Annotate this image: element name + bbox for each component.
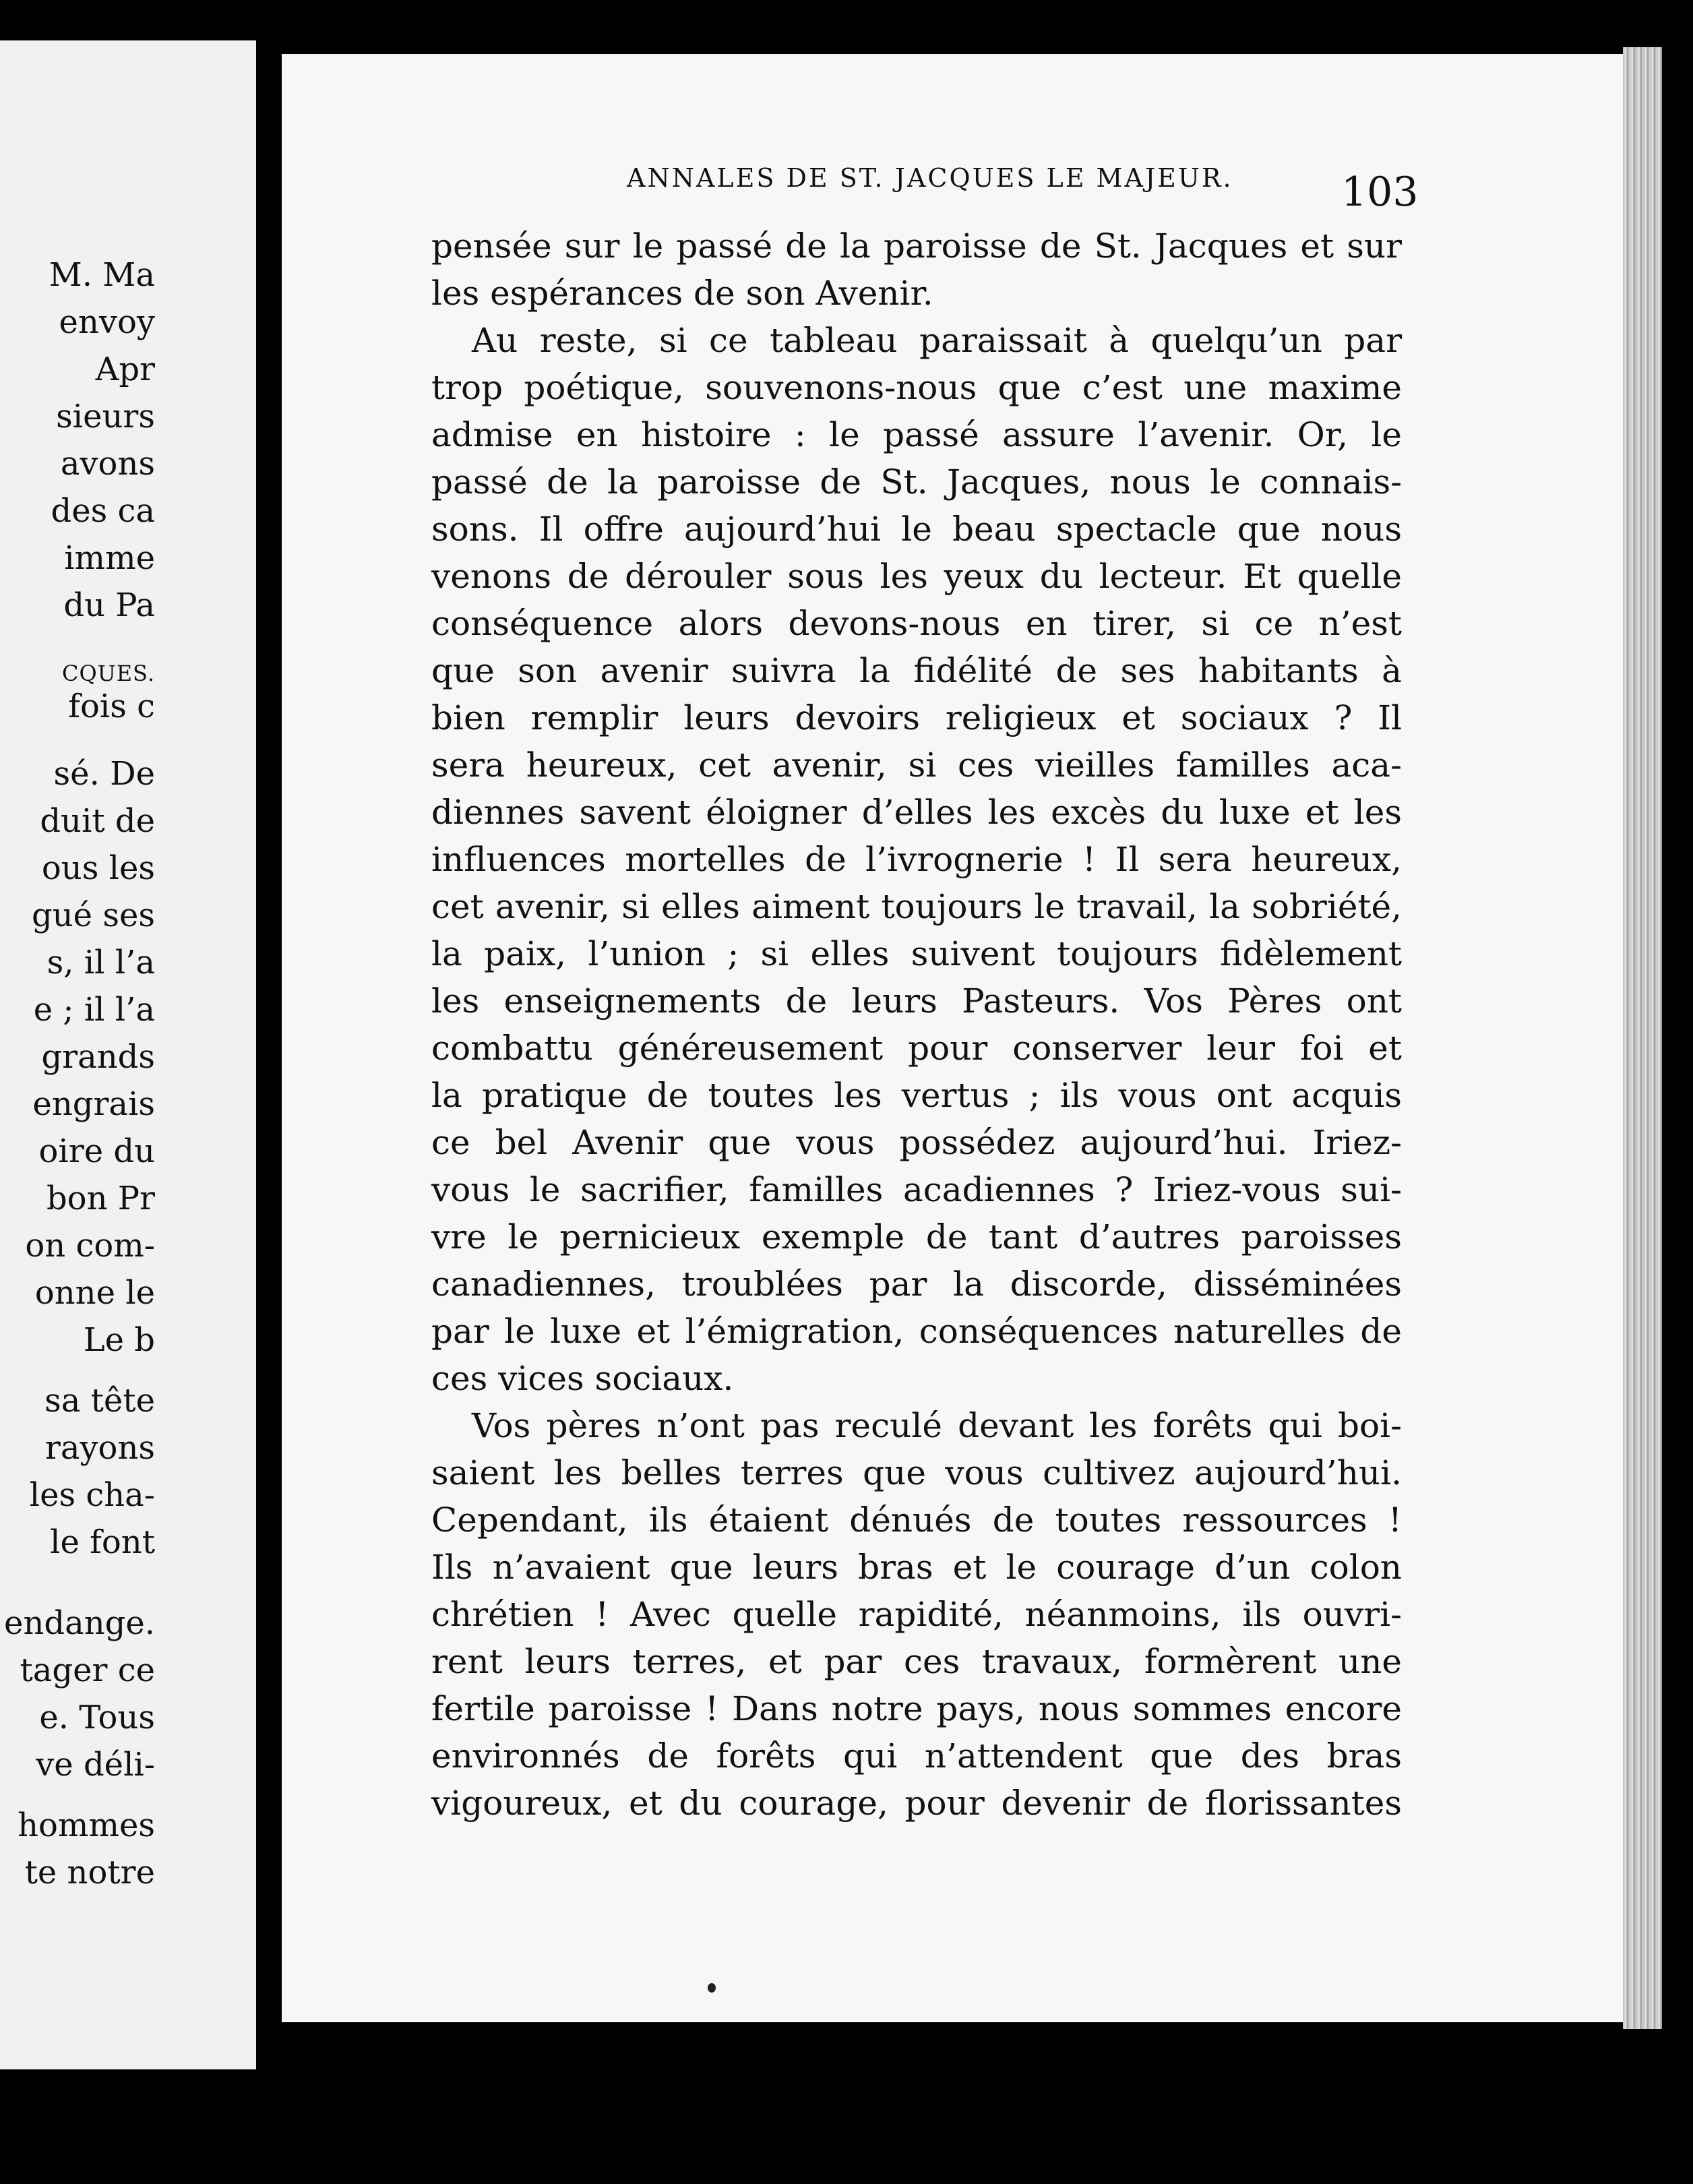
- left-line: envoy: [59, 303, 155, 341]
- text-line: rent leurs terres, et par ces travaux, formèrent une: [431, 1642, 1402, 1681]
- left-line: ous les: [41, 849, 155, 887]
- left-line: on com-: [25, 1227, 155, 1265]
- book-gutter: [256, 0, 282, 2184]
- left-line: oire du: [38, 1132, 155, 1170]
- left-line: duit de: [40, 802, 155, 840]
- left-line: sieurs: [56, 398, 155, 435]
- left-line: s, il l’a: [47, 944, 155, 981]
- left-line: onne le: [34, 1274, 155, 1312]
- text-line: cet avenir, si elles aiment toujours le travail, la sobriété,: [431, 887, 1402, 926]
- text-line: bien remplir leurs devoirs religieux et sociaux ? Il: [431, 698, 1402, 737]
- left-line: sa tête: [44, 1382, 155, 1420]
- left-line: engrais: [32, 1085, 155, 1123]
- left-line: grands: [41, 1038, 155, 1076]
- page-number: 103: [1341, 169, 1419, 216]
- left-line: e. Tous: [39, 1699, 155, 1736]
- text-line: par le luxe et l’émigration, conséquences naturelles de: [431, 1312, 1402, 1351]
- left-line: des ca: [51, 492, 155, 530]
- left-line: M. Ma: [49, 256, 155, 294]
- left-line: Apr: [95, 351, 155, 388]
- text-line: vous le sacrifier, familles acadiennes ? Iriez-vous sui-: [431, 1170, 1402, 1209]
- left-line: endange.: [4, 1604, 155, 1642]
- page-edge-stack: [1623, 47, 1662, 2029]
- left-line: rayons: [44, 1429, 155, 1467]
- text-line: Cependant, ils étaient dénués de toutes ressources !: [431, 1500, 1402, 1540]
- text-line: fertile paroisse ! Dans notre pays, nous sommes encore: [431, 1689, 1402, 1728]
- text-line: sons. Il offre aujourd’hui le beau spectacle que nous: [431, 510, 1402, 549]
- text-line: diennes savent éloigner d’elles les excès du luxe et les: [431, 793, 1402, 832]
- running-title: ANNALES DE ST. JACQUES LE MAJEUR.: [627, 163, 1233, 193]
- text-line: ces vices sociaux.: [431, 1359, 734, 1398]
- left-line: bon Pr: [46, 1180, 155, 1217]
- body-text: [431, 222, 1402, 1827]
- text-line: Vos pères n’ont pas reculé devant les forêts qui boi-: [472, 1406, 1402, 1445]
- text-line: Au reste, si ce tableau paraissait à quelqu’un par: [472, 321, 1402, 360]
- left-line: le font: [50, 1523, 155, 1561]
- left-line: Le b: [83, 1321, 155, 1359]
- text-line: la pratique de toutes les vertus ; ils vous ont acquis: [431, 1076, 1402, 1115]
- left-line: te notre: [24, 1854, 155, 1891]
- left-line: tager ce: [20, 1651, 155, 1689]
- text-line: pensée sur le passé de la paroisse de St. Jacques et sur: [431, 226, 1402, 266]
- left-line: avons: [60, 445, 155, 483]
- text-line: chrétien ! Avec quelle rapidité, néanmoins, ils ouvri-: [431, 1595, 1402, 1634]
- ink-speck: [708, 1983, 716, 1993]
- left-page: [0, 40, 256, 2069]
- left-running-head: CQUES.: [62, 661, 155, 686]
- text-line: influences mortelles de l’ivrognerie ! Il sera heureux,: [431, 840, 1402, 879]
- text-line: canadiennes, troublées par la discorde, disséminées: [431, 1265, 1402, 1304]
- left-line: hommes: [18, 1807, 155, 1844]
- text-line: les espérances de son Avenir.: [431, 274, 933, 313]
- text-line: environnés de forêts qui n’attendent que des bras: [431, 1736, 1402, 1776]
- text-line: admise en histoire : le passé assure l’avenir. Or, le: [431, 415, 1402, 454]
- text-line: la paix, l’union ; si elles suivent toujours fidèlement: [431, 934, 1402, 973]
- text-line: saient les belles terres que vous cultivez aujourd’hui.: [431, 1453, 1402, 1492]
- text-line: vre le pernicieux exemple de tant d’autres paroisses: [431, 1217, 1402, 1256]
- text-line: combattu généreusement pour conserver leur foi et: [431, 1029, 1402, 1068]
- text-line: Ils n’avaient que leurs bras et le courage d’un colon: [431, 1548, 1402, 1587]
- text-line: que son avenir suivra la fidélité de ses habitants à: [431, 651, 1402, 690]
- text-line: passé de la paroisse de St. Jacques, nous le connais-: [431, 462, 1402, 502]
- left-line: e ; il l’a: [33, 991, 155, 1029]
- text-line: venons de dérouler sous les yeux du lecteur. Et quelle: [431, 557, 1402, 596]
- left-line: imme: [64, 539, 155, 577]
- text-line: vigoureux, et du courage, pour devenir de florissantes: [431, 1784, 1402, 1823]
- text-line: conséquence alors devons-nous en tirer, si ce n’est: [431, 604, 1402, 643]
- left-line: les cha-: [29, 1476, 155, 1514]
- left-line: sé. De: [53, 755, 155, 793]
- left-line: fois c: [68, 688, 155, 725]
- left-line: gué ses: [32, 897, 155, 934]
- text-line: les enseignements de leurs Pasteurs. Vos Pères ont: [431, 981, 1402, 1021]
- left-line: ve déli-: [36, 1746, 155, 1784]
- text-line: sera heureux, cet avenir, si ces vieilles familles aca-: [431, 746, 1402, 785]
- left-line: du Pa: [63, 586, 155, 624]
- text-line: trop poétique, souvenons-nous que c’est une maxime: [431, 368, 1402, 407]
- text-line: ce bel Avenir que vous possédez aujourd’hui. Iriez-: [431, 1123, 1402, 1162]
